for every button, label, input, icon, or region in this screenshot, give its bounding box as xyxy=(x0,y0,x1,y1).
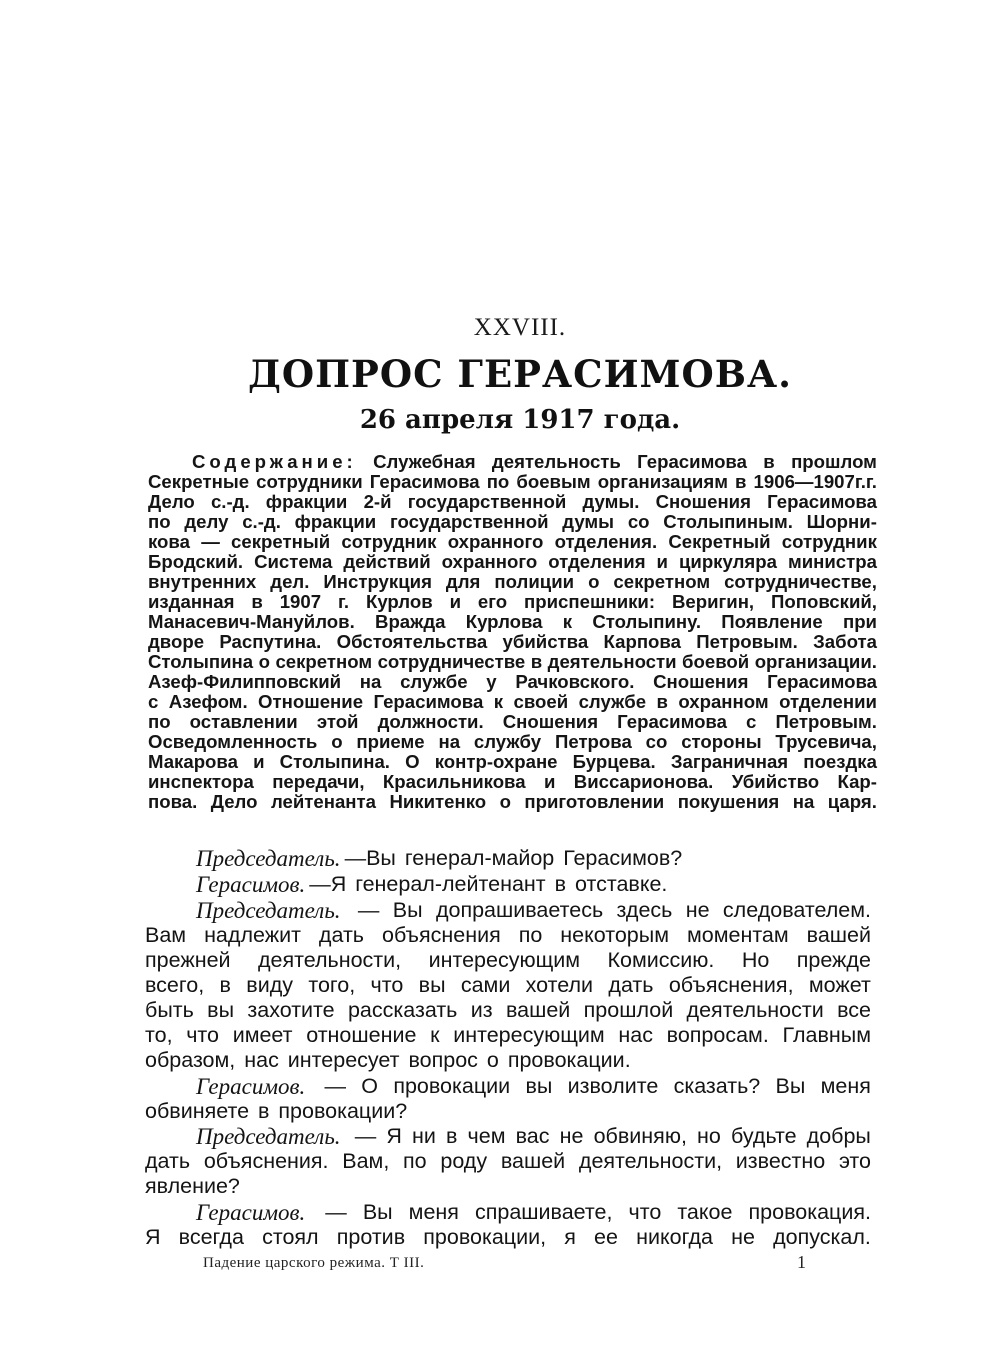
dialogue-line: Герасимов. —Я генерал-лейтенант в отставке. xyxy=(196,872,668,897)
summary-line: с Азефом. Отношение Герасимова к своей службе в охранном отделении xyxy=(148,691,877,712)
dialogue-line: явление? xyxy=(145,1174,240,1198)
dialogue-line: дать объяснения. Вам, по роду вашей деятельности, известно это xyxy=(145,1149,871,1173)
summary-line: Секретные сотрудники Герасимова по боевым организациям в 1906—1907г.г. xyxy=(148,471,877,492)
dialogue-line: образом, нас интересует вопрос о провокации. xyxy=(145,1048,631,1072)
summary-line: Дело с.-д. фракции 2-й государственной думы. Сношения Герасимова xyxy=(148,491,877,512)
dialogue-line: Председатель. — Вы допрашиваетесь здесь не следователем. xyxy=(196,898,871,923)
speaker-name: Председатель. xyxy=(196,898,341,923)
summary-line: Осведомленность о приеме на службу Петрова со стороны Трусевича, xyxy=(148,731,877,752)
dialogue-line: Герасимов. — Вы меня спрашиваете, что такое провокация. xyxy=(196,1200,871,1225)
dialogue-line: Председатель. — Я ни в чем вас не обвиняю, но будьте добры xyxy=(196,1124,871,1149)
dialogue-line: прежней деятельности, интересующим Комиссию. Но прежде xyxy=(145,948,871,972)
page-title: ДОПРОС ГЕРАСИМОВА. xyxy=(247,352,793,396)
dialogue-line: Председатель. —Вы генерал-майор Герасимов? xyxy=(196,846,683,871)
dialogue-line: всего, в виду того, что вы сами хотели дать объяснения, может xyxy=(145,973,871,997)
dialogue-line: то, что имеет отношение к интересующим нас вопросам. Главным xyxy=(145,1023,871,1047)
summary-line: по оставлении этой должности. Сношения Герасимова с Петровым. xyxy=(148,711,877,732)
summary-line: инспектора передачи, Красильникова и Виссарионова. Убийство Кар- xyxy=(148,771,877,792)
dialogue-line: обвиняете в провокации? xyxy=(145,1099,408,1123)
summary-line: по делу с.-д. фракции государственной думы со Столыпиным. Шорни- xyxy=(148,511,877,532)
chapter-number: XXVIII. xyxy=(473,314,567,341)
summary-line: изданная в 1907 г. Курлов и его приспешники: Веригин, Поповский, xyxy=(148,591,877,612)
dialogue-line: Я всегда стоял против провокации, я ее никогда не допускал. xyxy=(145,1225,871,1249)
dialogue-line: Вам надлежит дать объяснения по некоторым моментам вашей xyxy=(145,923,871,947)
summary-line: Манасевич-Мануйлов. Вражда Курлова к Столыпину. Появление при xyxy=(148,611,877,632)
speaker-name: Герасимов. xyxy=(196,872,306,897)
speaker-name: Герасимов. xyxy=(196,1200,306,1225)
speaker-name: Герасимов. xyxy=(196,1074,306,1099)
summary-line: Макарова и Столыпина. О контр-охране Бурцева. Заграничная поездка xyxy=(148,751,877,772)
summary-line: Азеф-Филипповский на службе у Рачковского. Сношения Герасимова xyxy=(148,671,877,692)
dialogue-line: Герасимов. — О провокации вы изволите сказать? Вы меня xyxy=(196,1074,871,1099)
footer-book-title: Падение царского режима. Т III. xyxy=(203,1255,425,1271)
summary-line: Бродский. Система действий охранного отделения и циркуляра министра xyxy=(148,551,877,572)
summary-line: дворе Распутина. Обстоятельства убийства Карпова Петровым. Забота xyxy=(148,631,877,652)
summary-label: Содержание: xyxy=(192,451,357,472)
dialogue-line: быть вы захотите рассказать из вашей прошлой деятельности все xyxy=(145,998,871,1022)
interrogation-date: 26 апреля 1917 года. xyxy=(359,405,681,435)
summary-line: кова — секретный сотрудник охранного отделения. Секретный сотрудник xyxy=(148,531,877,552)
summary-line: Столыпина о секретном сотрудничестве в деятельности боевой организации. xyxy=(148,651,877,672)
summary-line: пова. Дело лейтенанта Никитенко о приготовлении покушения на царя. xyxy=(148,791,877,812)
summary-line: Содержание: Служебная деятельность Герасимова в прошлом xyxy=(192,451,877,472)
speaker-name: Председатель. xyxy=(196,846,341,871)
speaker-name: Председатель. xyxy=(196,1124,341,1149)
page-number: 1 xyxy=(797,1252,806,1272)
summary-line: внутренних дел. Инструкция для полиции о секретном сотрудничестве, xyxy=(148,571,877,592)
